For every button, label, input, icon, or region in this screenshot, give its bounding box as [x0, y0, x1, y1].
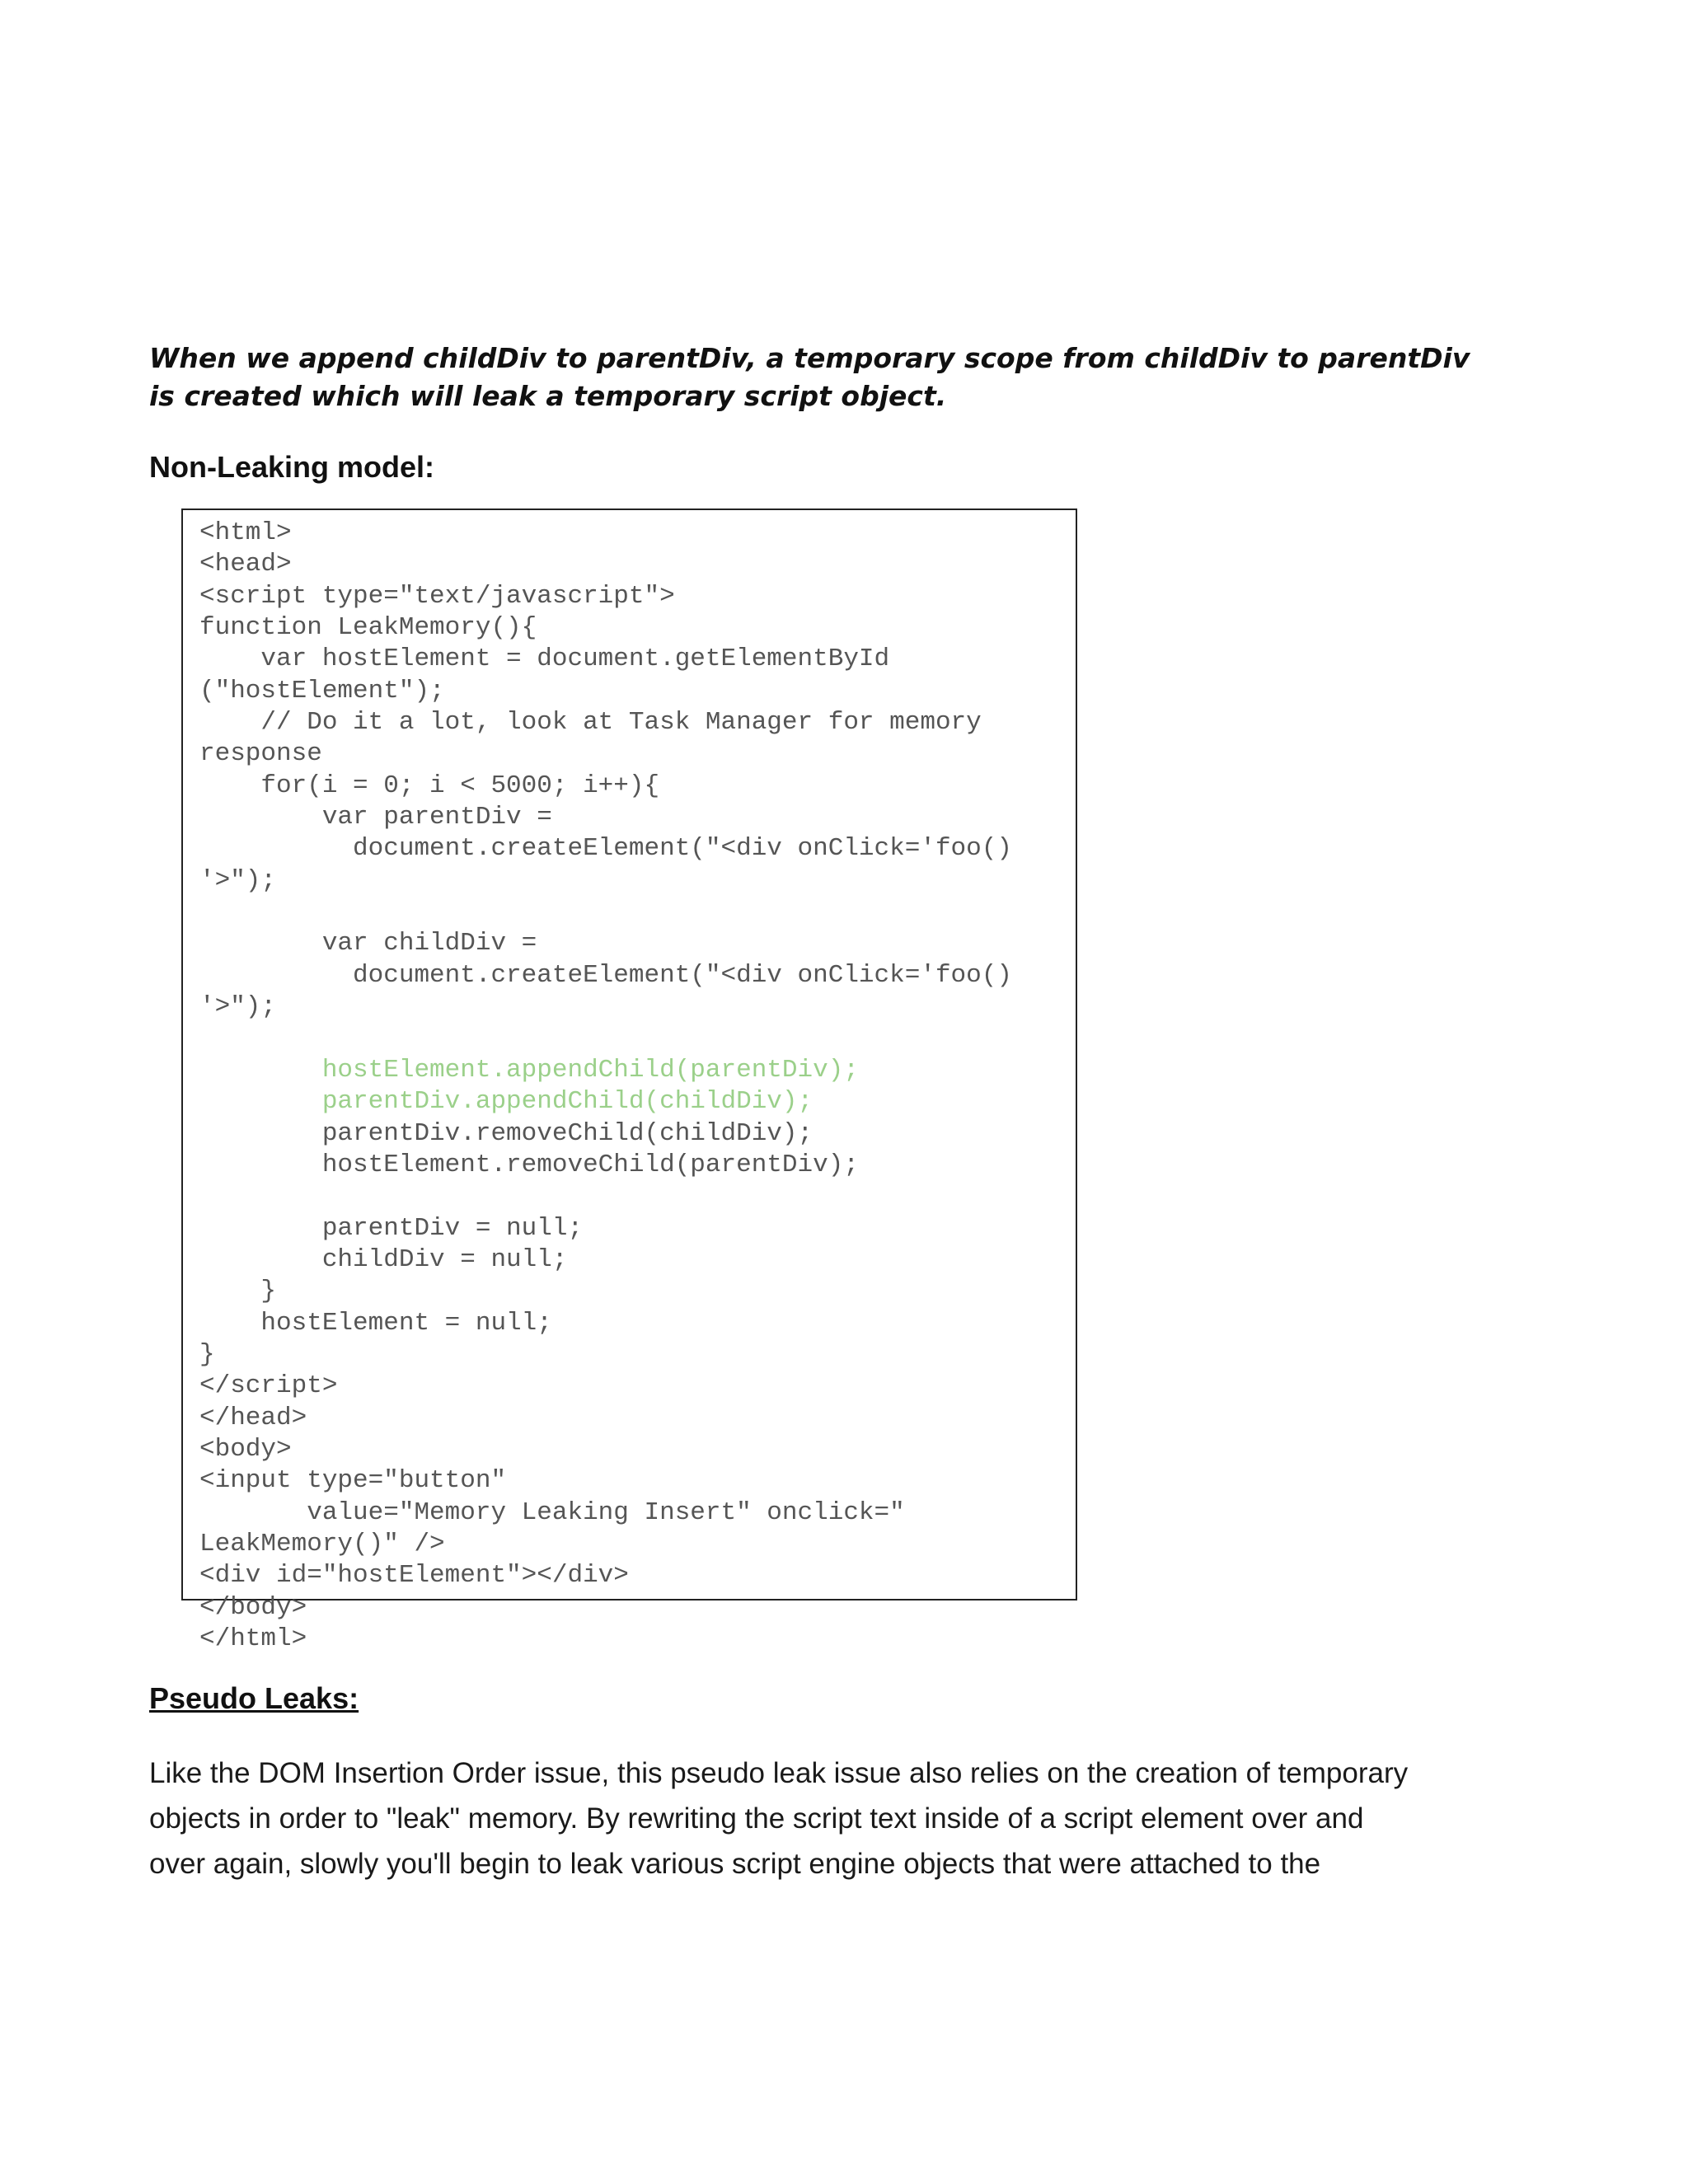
non-leaking-heading: Non-Leaking model:	[149, 450, 435, 484]
paragraph-line: objects in order to "leak" memory. By rewriting the script text inside of a script element over and	[149, 1802, 1364, 1835]
code-line: // Do it a lot, look at Task Manager for memory	[199, 708, 982, 738]
code-line: for(i = 0; i < 5000; i++){	[199, 771, 660, 800]
code-line: value="Memory Leaking Insert" onclick="	[199, 1497, 905, 1527]
code-line	[199, 1181, 1012, 1212]
code-line	[199, 897, 1012, 928]
code-line: parentDiv.appendChild(childDiv);	[199, 1087, 814, 1117]
code-line: }	[199, 1277, 277, 1306]
intro-line: When we append childDiv to parentDiv, a temporary scope from childDiv to parentDiv	[149, 342, 1470, 374]
code-line: hostElement.removeChild(parentDiv);	[199, 1150, 859, 1179]
code-line	[199, 1024, 1012, 1055]
code-line: <head>	[199, 550, 292, 579]
code-line: var childDiv =	[199, 929, 537, 958]
code-line: var parentDiv =	[199, 803, 552, 832]
code-listing	[199, 518, 1012, 1655]
intro-note	[149, 340, 1550, 415]
paragraph-line: Like the DOM Insertion Order issue, this pseudo leak issue also relies on the creation of temporary	[149, 1757, 1409, 1789]
code-line: document.createElement("<div onClick='foo()	[199, 960, 1012, 990]
code-line: ("hostElement");	[199, 676, 445, 705]
paragraph-line: over again, slowly you'll begin to leak various script engine objects that were attached to the	[149, 1848, 1321, 1880]
body-paragraph	[149, 1750, 1550, 1886]
code-line: <body>	[199, 1434, 292, 1464]
pseudo-leaks-heading: Pseudo Leaks:	[149, 1681, 359, 1715]
code-line: parentDiv.removeChild(childDiv);	[199, 1118, 814, 1148]
code-line: parentDiv = null;	[199, 1213, 584, 1243]
code-line: LeakMemory()" />	[199, 1530, 445, 1558]
code-line: <html>	[199, 518, 292, 547]
intro-line: is created which will leak a temporary script object.	[149, 380, 947, 412]
code-line: childDiv = null;	[199, 1244, 568, 1274]
code-line: hostElement.appendChild(parentDiv);	[199, 1055, 859, 1085]
code-line: </head>	[199, 1403, 307, 1432]
code-line: </script>	[199, 1371, 338, 1401]
code-line: <script type="text/javascript">	[199, 581, 675, 611]
code-line: document.createElement("<div onClick='foo()	[199, 834, 1012, 864]
code-line: hostElement = null;	[199, 1308, 552, 1338]
code-line: '>");	[199, 865, 277, 895]
code-line: '>");	[199, 992, 277, 1022]
code-line: </html>	[199, 1624, 307, 1654]
code-line: <input type="button"	[199, 1466, 507, 1496]
code-line: function LeakMemory(){	[199, 613, 537, 643]
code-line: }	[199, 1339, 215, 1369]
code-line: response	[199, 739, 322, 769]
code-line: <div id="hostElement"></div>	[199, 1561, 629, 1591]
code-line: </body>	[199, 1592, 307, 1622]
code-line: var hostElement = document.getElementById	[199, 644, 890, 674]
